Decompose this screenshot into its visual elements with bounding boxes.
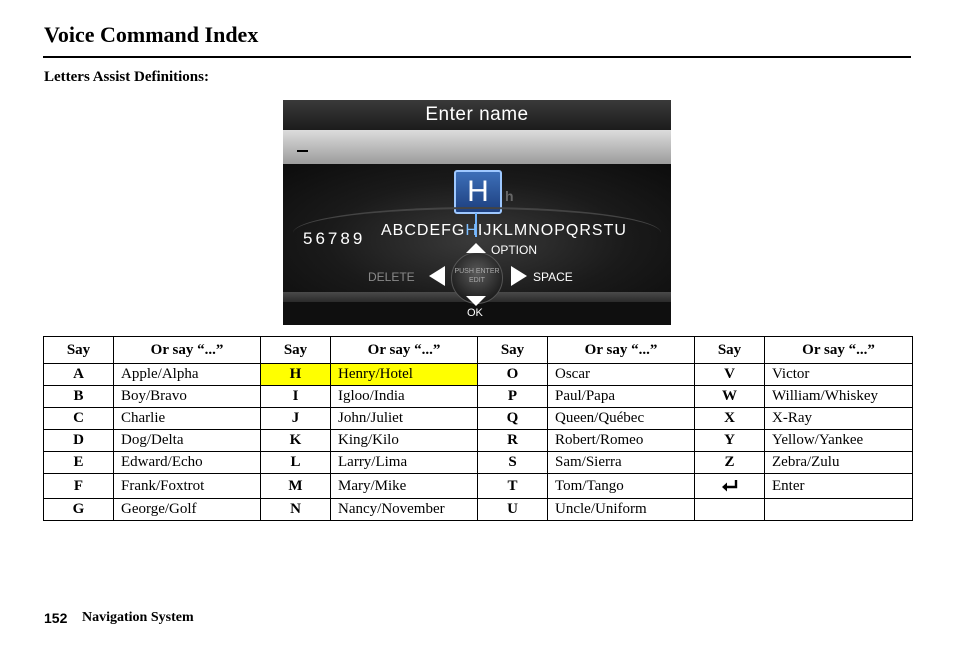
letters-table xyxy=(43,336,913,521)
say-cell: C xyxy=(44,408,114,430)
word-cell: Enter xyxy=(765,474,913,499)
say-cell: X xyxy=(695,408,765,430)
arrow-up-icon[interactable] xyxy=(466,243,486,253)
arrow-down-icon[interactable] xyxy=(466,296,486,306)
footer-label: Navigation System xyxy=(82,610,194,625)
say-cell-highlighted: H xyxy=(261,364,331,386)
say-cell: B xyxy=(44,386,114,408)
word-cell: X-Ray xyxy=(765,408,913,430)
selected-letter: H xyxy=(454,170,502,214)
page-title: Voice Command Index xyxy=(44,22,259,47)
input-cursor xyxy=(297,150,308,152)
arrow-left-icon[interactable] xyxy=(429,266,445,286)
say-cell: P xyxy=(478,386,548,408)
delete-label[interactable]: DELETE xyxy=(368,270,415,284)
table-row xyxy=(44,408,913,430)
word-cell: Victor xyxy=(765,364,913,386)
word-cell: King/Kilo xyxy=(331,430,478,452)
word-cell: Paul/Papa xyxy=(548,386,695,408)
option-label[interactable]: OPTION xyxy=(491,243,538,257)
table-row xyxy=(44,474,913,499)
header-say: Say xyxy=(44,337,114,364)
say-cell-empty xyxy=(695,499,765,521)
say-cell: G xyxy=(44,499,114,521)
say-cell: T xyxy=(478,474,548,499)
header-say: Say xyxy=(695,337,765,364)
table-row xyxy=(44,386,913,408)
say-cell: S xyxy=(478,452,548,474)
header-say: Say xyxy=(478,337,548,364)
word-cell: Tom/Tango xyxy=(548,474,695,499)
word-cell: Boy/Bravo xyxy=(114,386,261,408)
say-cell: I xyxy=(261,386,331,408)
enter-name-screen xyxy=(283,100,671,325)
word-cell: Charlie xyxy=(114,408,261,430)
say-cell: J xyxy=(261,408,331,430)
table-row xyxy=(44,364,913,386)
word-cell-highlighted: Henry/Hotel xyxy=(331,364,478,386)
word-cell: Sam/Sierra xyxy=(548,452,695,474)
selected-letter-lower: h xyxy=(505,188,514,204)
table-row xyxy=(44,452,913,474)
number-row[interactable]: 56789 xyxy=(303,229,366,248)
say-cell: Q xyxy=(478,408,548,430)
header-or-say: Or say “...” xyxy=(548,337,695,364)
table-row xyxy=(44,430,913,452)
header-or-say: Or say “...” xyxy=(331,337,478,364)
arrow-right-icon[interactable] xyxy=(511,266,527,286)
header-or-say: Or say “...” xyxy=(114,337,261,364)
dial-label: PUSH ENTER EDIT xyxy=(454,268,500,284)
say-cell-enter xyxy=(695,474,765,499)
say-cell: D xyxy=(44,430,114,452)
word-cell: Yellow/Yankee xyxy=(765,430,913,452)
say-cell: R xyxy=(478,430,548,452)
word-cell: Frank/Foxtrot xyxy=(114,474,261,499)
section-subtitle: Letters Assist Definitions: xyxy=(44,69,209,85)
letter-row[interactable] xyxy=(381,222,627,240)
table-row xyxy=(44,499,913,521)
say-cell: F xyxy=(44,474,114,499)
say-cell: K xyxy=(261,430,331,452)
word-cell: Nancy/November xyxy=(331,499,478,521)
word-cell: George/Golf xyxy=(114,499,261,521)
say-cell: M xyxy=(261,474,331,499)
table-header-row xyxy=(44,337,913,364)
header-or-say: Or say “...” xyxy=(765,337,913,364)
say-cell: Z xyxy=(695,452,765,474)
say-cell: U xyxy=(478,499,548,521)
letters-left[interactable]: ABCDEFG xyxy=(381,222,466,239)
say-cell: O xyxy=(478,364,548,386)
word-cell: William/Whiskey xyxy=(765,386,913,408)
say-cell: E xyxy=(44,452,114,474)
word-cell: Mary/Mike xyxy=(331,474,478,499)
word-cell-empty xyxy=(765,499,913,521)
name-input[interactable] xyxy=(283,130,671,164)
say-cell: L xyxy=(261,452,331,474)
letter-current[interactable]: H xyxy=(465,222,478,239)
title-rule xyxy=(43,56,911,58)
word-cell: Larry/Lima xyxy=(331,452,478,474)
word-cell: Edward/Echo xyxy=(114,452,261,474)
say-cell: W xyxy=(695,386,765,408)
word-cell: John/Juliet xyxy=(331,408,478,430)
enter-return-icon xyxy=(721,479,739,493)
screen-title: Enter name xyxy=(283,100,671,130)
say-cell: N xyxy=(261,499,331,521)
word-cell: Dog/Delta xyxy=(114,430,261,452)
word-cell: Oscar xyxy=(548,364,695,386)
ok-label[interactable]: OK xyxy=(467,307,483,319)
say-cell: Y xyxy=(695,430,765,452)
say-cell: A xyxy=(44,364,114,386)
say-cell: V xyxy=(695,364,765,386)
word-cell: Uncle/Uniform xyxy=(548,499,695,521)
word-cell: Igloo/India xyxy=(331,386,478,408)
word-cell: Apple/Alpha xyxy=(114,364,261,386)
word-cell: Robert/Romeo xyxy=(548,430,695,452)
word-cell: Zebra/Zulu xyxy=(765,452,913,474)
word-cell: Queen/Québec xyxy=(548,408,695,430)
page-number: 152 xyxy=(44,610,68,626)
header-say: Say xyxy=(261,337,331,364)
letters-right[interactable]: IJKLMNOPQRSTU xyxy=(477,222,627,239)
space-label[interactable]: SPACE xyxy=(533,270,573,284)
